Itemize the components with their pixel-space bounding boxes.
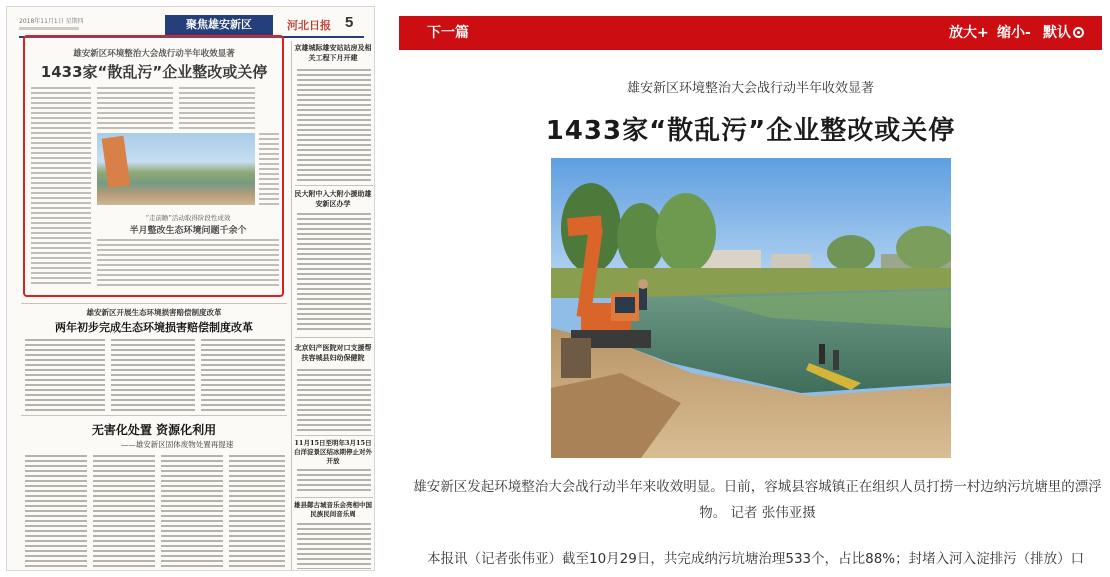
thumb-article-4-text [201, 339, 285, 411]
article-content [399, 56, 1102, 577]
reader-toolbar [399, 16, 1102, 50]
date-line-decoration [19, 27, 79, 30]
thumb-article-7-text [297, 469, 371, 493]
article-divider [21, 303, 287, 304]
article-divider [21, 415, 287, 416]
thumb-article-6-text [161, 455, 223, 567]
thumb-article-6-subtitle: ——雄安新区固体废物处置再提速 [120, 440, 234, 449]
page-number: 5 [345, 14, 354, 31]
reset-label: 默认 [1043, 25, 1071, 41]
thumb-article-2-title[interactable]: 京雄城际雄安站站房及相关工程下月开建 [294, 43, 372, 62]
thumb-article-1-subtitle2: 半月整改生态环境问题千余个 [129, 226, 247, 236]
thumb-article-6-title[interactable]: 无害化处置 资源化利用 [91, 423, 217, 437]
zoom-out-button[interactable]: 缩小- [997, 25, 1031, 41]
article-subtitle: 雄安新区环境整治大会战行动半年收效显著 [626, 81, 874, 96]
section-banner: 聚焦雄安新区 [165, 15, 273, 35]
article-body: 本报讯（记者张伟亚）截至10月29日，共完成纳污坑塘治理533个，占比88%；封堵入河入淀排污（排放）口 [427, 551, 1085, 567]
column-divider [291, 41, 292, 571]
thumb-article-3-title[interactable]: 民大附中入大附小援助雄安新区办学 [294, 189, 372, 208]
thumb-article-3-text [297, 213, 371, 331]
date-line: 2018年11月1日 星期四 [19, 18, 84, 25]
page-header-strip [19, 15, 364, 37]
article-divider [295, 185, 373, 186]
article-headline: 1433家“散乱污”企业整改或关停 [545, 116, 956, 146]
thumb-article-2-text [297, 69, 371, 181]
thumb-article-4-kicker: 雄安新区开展生态环境损害赔偿制度改革 [86, 308, 222, 317]
thumb-article-4-title[interactable]: 两年初步完成生态环境损害赔偿制度改革 [55, 321, 253, 334]
article-photo [551, 158, 951, 458]
reset-icon [1073, 27, 1084, 38]
newspaper-page-thumbnail[interactable] [6, 6, 375, 571]
zoom-in-button[interactable]: 放大+ [949, 25, 989, 41]
thumb-article-5-text [297, 369, 371, 433]
thumb-article-7-title[interactable]: 11月15日至明年3月15日 白洋淀景区结冰期停止对外开放 [294, 439, 372, 465]
thumb-article-6-text [93, 455, 155, 567]
article-divider [295, 497, 373, 498]
thumb-article-1-subtitle: “走前瞻”活动取得阶段性成效 [145, 214, 231, 222]
article-divider [295, 337, 373, 338]
photo-caption: 雄安新区发起环境整治大会战行动半年来收效明显。日前，容城县容城镇正在组织人员打捞一村边纳污坑塘里的漂浮物。 记者 张伟亚摄 [413, 479, 1102, 521]
thumb-article-1-title: 1433家“散乱污”企业整改或关停 [40, 63, 268, 81]
article-divider [295, 435, 373, 436]
next-article-button[interactable]: 下一篇 [427, 25, 469, 41]
masthead-logo: 河北日报 [287, 19, 331, 32]
selected-article-highlight[interactable] [23, 35, 284, 297]
thumb-article-4-text [111, 339, 195, 411]
thumb-article-1-kicker: 雄安新区环境整治大会战行动半年收效显著 [73, 49, 235, 59]
thumb-article-5-title[interactable]: 北京妇产医院对口支援帮扶容城县妇幼保健院 [294, 343, 372, 362]
thumb-article-6-text [229, 455, 285, 567]
thumb-article-8-title[interactable]: 雄县鄚古城音乐会亮相中国民族民间音乐周 [294, 501, 372, 518]
thumb-article-6-text [25, 455, 87, 567]
thumb-article-4-text [25, 339, 105, 411]
photo-excavator-pond [551, 158, 951, 458]
reset-zoom-button[interactable] [1043, 16, 1084, 50]
thumb-article-8-text [297, 523, 371, 569]
